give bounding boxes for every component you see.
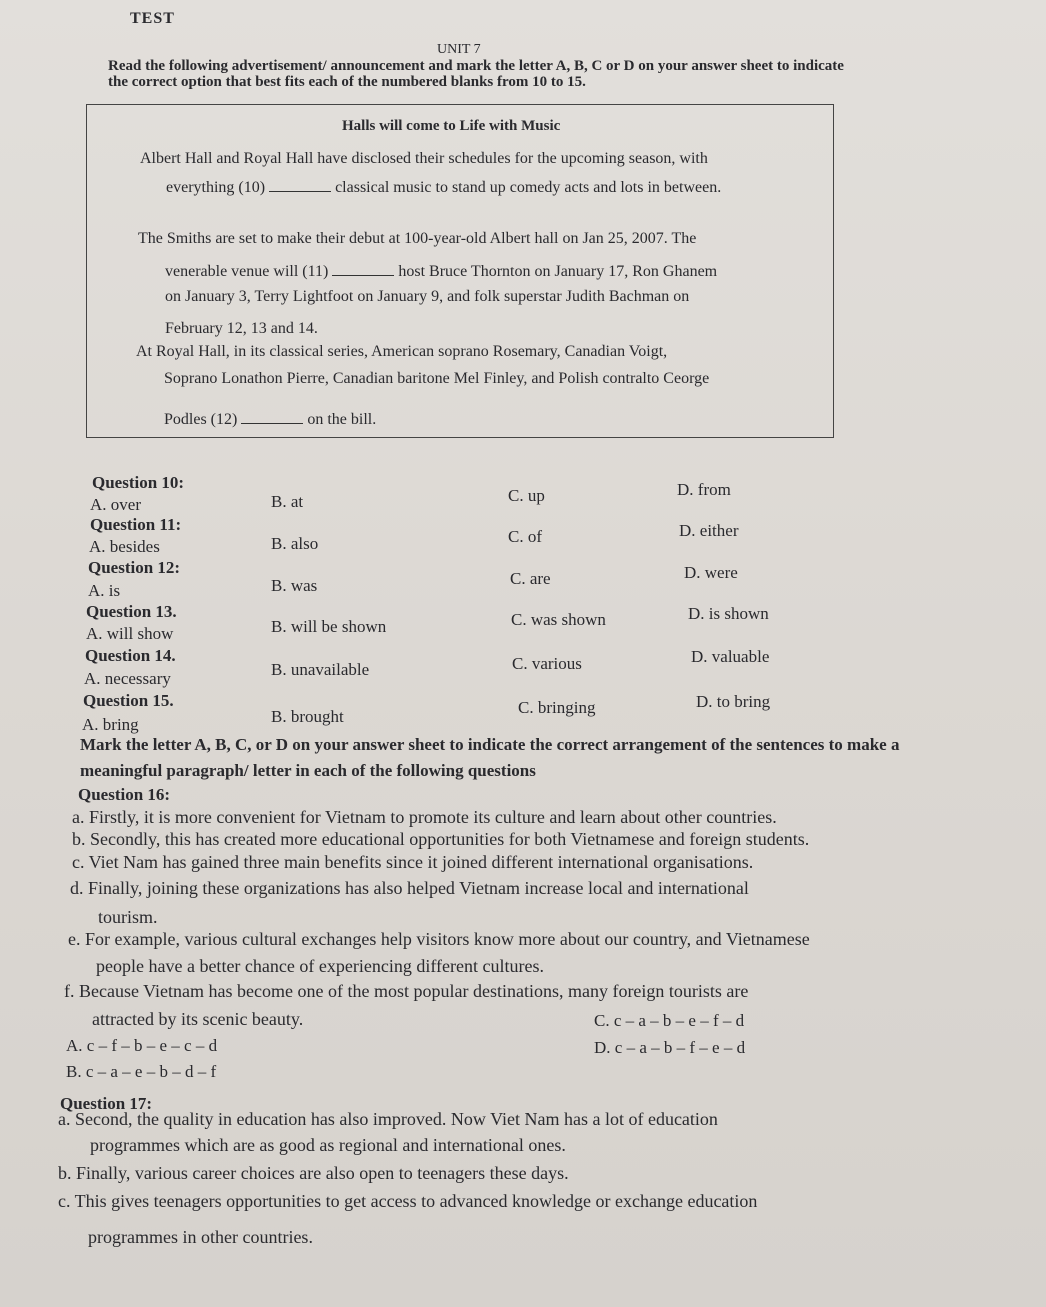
q10-option-d[interactable]: D. from xyxy=(677,480,731,499)
q12-option-d[interactable]: D. were xyxy=(684,563,738,582)
q16-sentence-f-line1: f. Because Vietnam has become one of the most popular destinations, many foreign tourists are xyxy=(64,981,749,1001)
q16-option-c[interactable]: C. c – a – b – e – f – d xyxy=(594,1011,745,1030)
q17-sentence-b: b. Finally, various career choices are also open to teenagers these days. xyxy=(58,1163,569,1183)
q16-option-d[interactable]: D. c – a – b – f – e – d xyxy=(594,1038,746,1057)
q17-sentence-c-line2: programmes in other countries. xyxy=(88,1227,313,1247)
q15-option-d[interactable]: D. to bring xyxy=(696,692,771,711)
q11-option-b[interactable]: B. also xyxy=(271,534,319,553)
q16-sentence-c: c. Viet Nam has gained three main benefits since it joined different international organisations. xyxy=(72,852,754,872)
q10-option-a[interactable]: A. over xyxy=(90,495,141,514)
q11-option-d[interactable]: D. either xyxy=(679,521,739,540)
blank-11 xyxy=(332,261,394,276)
ad-p2-line1: The Smiths are set to make their debut at 100-year-old Albert hall on Jan 25, 2007. The xyxy=(138,230,697,247)
ad-p2-line3: on January 3, Terry Lightfoot on January 9, and folk superstar Judith Bachman on xyxy=(165,288,690,305)
q16-sentence-e-line2: people have a better chance of experiencing different cultures. xyxy=(96,956,544,976)
question-13-label: Question 13. xyxy=(86,602,177,621)
question-15-label: Question 15. xyxy=(83,691,174,710)
ad-text: host Bruce Thornton on January 17, Ron Ghanem xyxy=(398,263,718,280)
q15-option-a[interactable]: A. bring xyxy=(82,715,139,734)
q16-sentence-a: a. Firstly, it is more convenient for Vietnam to promote its culture and learn about other countries. xyxy=(72,807,777,827)
q13-option-c[interactable]: C. was shown xyxy=(511,610,606,629)
question-17-label: Question 17: xyxy=(60,1094,153,1113)
blank-10 xyxy=(269,177,331,192)
q14-option-d[interactable]: D. valuable xyxy=(691,647,770,666)
q10-option-c[interactable]: C. up xyxy=(508,486,545,505)
ad-p3-line2: Soprano Lonathon Pierre, Canadian baritone Mel Finley, and Polish contralto Ceorge xyxy=(164,370,710,387)
ad-text: classical music to stand up comedy acts and lots in between. xyxy=(335,179,722,196)
q13-option-a[interactable]: A. will show xyxy=(86,624,174,643)
ad-text: venerable venue will (11) xyxy=(165,263,329,280)
q17-sentence-c-line1: c. This gives teenagers opportunities to get access to advanced knowledge or exchange education xyxy=(58,1191,758,1211)
q16-option-a[interactable]: A. c – f – b – e – c – d xyxy=(66,1036,218,1055)
question-12-label: Question 12: xyxy=(88,558,181,577)
ad-p2-line2 xyxy=(165,261,717,281)
reading-instruction: Read the following advertisement/ announcement and mark the letter A, B, C or D on your answer sheet to indicate the correct option that best fits each of the numbered blanks from 10 to 15. xyxy=(108,58,844,90)
q16-option-b[interactable]: B. c – a – e – b – d – f xyxy=(66,1062,217,1081)
question-14-label: Question 14. xyxy=(85,646,176,665)
q17-sentence-a-line2: programmes which are as good as regional and international ones. xyxy=(90,1135,566,1155)
ad-p3-line3 xyxy=(164,409,376,429)
q11-option-c[interactable]: C. of xyxy=(508,527,542,546)
q12-option-c[interactable]: C. are xyxy=(510,569,551,588)
q14-option-b[interactable]: B. unavailable xyxy=(271,660,370,679)
q16-sentence-e-line1: e. For example, various cultural exchanges help visitors know more about our country, and Vietnamese xyxy=(68,929,810,949)
arrangement-instruction: Mark the letter A, B, C, or D on your answer sheet to indicate the correct arrangement of the sentences to make a meaningful paragraph/ letter in each of the following questions xyxy=(80,735,900,780)
q15-option-b[interactable]: B. brought xyxy=(271,707,344,726)
q16-sentence-d-line1: d. Finally, joining these organizations has also helped Vietnam increase local and international xyxy=(70,878,749,898)
q17-sentence-a-line1: a. Second, the quality in education has also improved. Now Viet Nam has a lot of education xyxy=(58,1109,718,1129)
ad-p1-line2 xyxy=(166,177,721,197)
q11-option-a[interactable]: A. besides xyxy=(89,537,160,556)
test-heading: TEST xyxy=(130,10,175,27)
q12-option-b[interactable]: B. was xyxy=(271,576,318,595)
ad-text: on the bill. xyxy=(307,411,377,428)
q13-option-b[interactable]: B. will be shown xyxy=(271,617,387,636)
q14-option-c[interactable]: C. various xyxy=(512,654,582,673)
q15-option-c[interactable]: C. bringing xyxy=(518,698,596,717)
ad-p1-line1: Albert Hall and Royal Hall have disclosed their schedules for the upcoming season, with xyxy=(140,150,708,167)
ad-p3-line1: At Royal Hall, in its classical series, American soprano Rosemary, Canadian Voigt, xyxy=(136,343,668,360)
q13-option-d[interactable]: D. is shown xyxy=(688,604,769,623)
q10-option-b[interactable]: B. at xyxy=(271,492,304,511)
question-16-label: Question 16: xyxy=(78,785,171,804)
ad-p2-line4: February 12, 13 and 14. xyxy=(165,320,318,337)
q16-sentence-d-line2: tourism. xyxy=(98,907,158,927)
q16-sentence-b: b. Secondly, this has created more educational opportunities for both Vietnamese and foreign students. xyxy=(72,829,810,849)
ad-title: Halls will come to Life with Music xyxy=(342,118,561,134)
ad-text: everything (10) xyxy=(166,179,266,196)
blank-12 xyxy=(241,409,303,424)
question-11-label: Question 11: xyxy=(90,515,182,534)
q16-sentence-f-line2: attracted by its scenic beauty. xyxy=(92,1009,304,1029)
q12-option-a[interactable]: A. is xyxy=(88,581,121,600)
ad-text: Podles (12) xyxy=(164,411,238,428)
question-10-label: Question 10: xyxy=(92,473,185,492)
unit-heading: UNIT 7 xyxy=(437,42,481,57)
q14-option-a[interactable]: A. necessary xyxy=(84,669,171,688)
